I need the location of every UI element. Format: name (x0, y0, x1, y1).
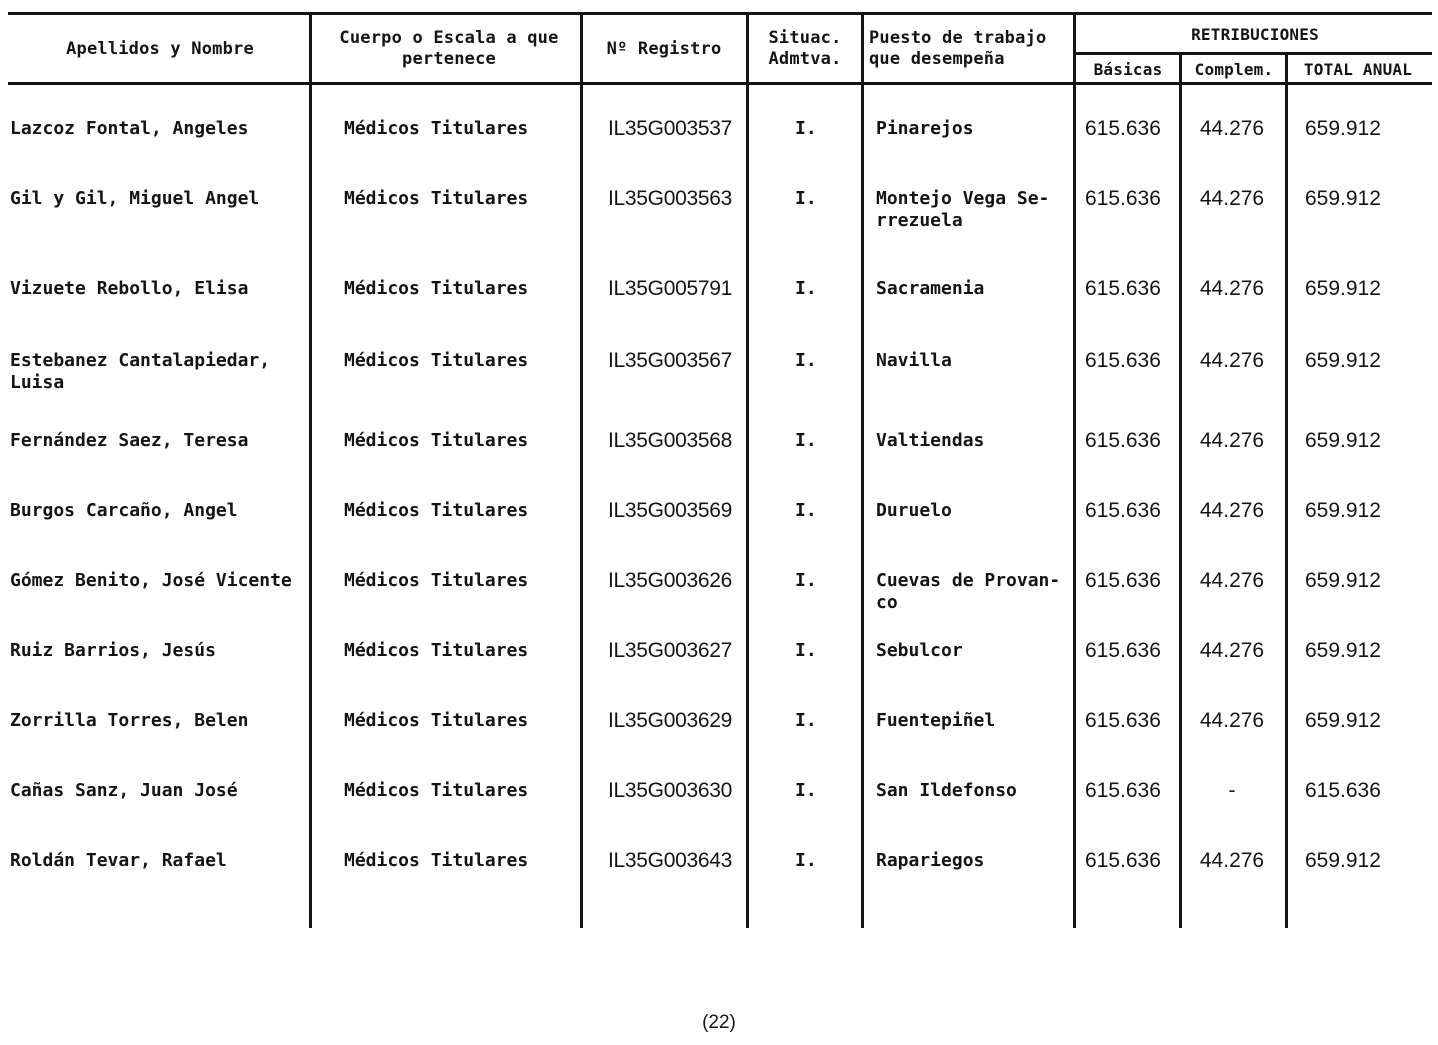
table-row (0, 188, 1438, 248)
retribuciones-sub-rule (1075, 52, 1432, 55)
row-puesto: Sacramenia (876, 278, 985, 299)
header-basicas: Básicas (1093, 59, 1163, 79)
row-registro: IL35G003626 (608, 569, 732, 592)
row-complem: 44.276 (1199, 849, 1265, 872)
row-complem: 44.276 (1199, 277, 1265, 300)
row-complem: 44.276 (1199, 639, 1265, 662)
row-situac: I. (795, 780, 817, 801)
row-registro: IL35G003567 (608, 349, 732, 372)
row-cuerpo: Médicos Titulares (344, 780, 529, 801)
row-cuerpo: Médicos Titulares (344, 278, 529, 299)
row-complem: 44.276 (1199, 499, 1265, 522)
row-basicas: 615.636 (1085, 429, 1161, 452)
row-cuerpo: Médicos Titulares (344, 710, 529, 731)
row-situac: I. (795, 850, 817, 871)
row-puesto: San Ildefonso (876, 780, 1017, 801)
row-complem: - (1228, 779, 1236, 802)
row-name: Lazcoz Fontal, Angeles (10, 118, 249, 139)
row-puesto: Montejo Vega Se-rrezuela (876, 188, 1050, 231)
row-puesto: Cuevas de Provan-co (876, 570, 1061, 613)
row-puesto: Sebulcor (876, 640, 963, 661)
table-row (0, 500, 1438, 560)
row-cuerpo: Médicos Titulares (344, 500, 529, 521)
row-total: 659.912 (1305, 117, 1381, 140)
row-puesto: Navilla (876, 350, 952, 371)
row-situac: I. (795, 188, 817, 209)
row-complem: 44.276 (1199, 187, 1265, 210)
table-row (0, 350, 1438, 410)
row-registro: IL35G003568 (608, 429, 732, 452)
row-basicas: 615.636 (1085, 499, 1161, 522)
row-name: Gil y Gil, Miguel Angel (10, 188, 260, 209)
row-situac: I. (795, 118, 817, 139)
row-cuerpo: Médicos Titulares (344, 188, 529, 209)
row-name: Estebanez Cantalapiedar, Luisa (10, 350, 271, 393)
row-total: 659.912 (1305, 277, 1381, 300)
row-total: 659.912 (1305, 499, 1381, 522)
row-total: 659.912 (1305, 709, 1381, 732)
table-row (0, 570, 1438, 630)
table-row (0, 850, 1438, 910)
row-registro: IL35G003537 (608, 117, 732, 140)
row-situac: I. (795, 500, 817, 521)
table-row (0, 780, 1438, 840)
row-registro: IL35G003627 (608, 639, 732, 662)
row-situac: I. (795, 278, 817, 299)
row-registro: IL35G003629 (608, 709, 732, 732)
row-situac: I. (795, 710, 817, 731)
row-total: 659.912 (1305, 639, 1381, 662)
row-total: 659.912 (1305, 349, 1381, 372)
row-cuerpo: Médicos Titulares (344, 850, 529, 871)
row-basicas: 615.636 (1085, 569, 1161, 592)
table-top-rule (8, 12, 1432, 15)
header-apellidos: Apellidos y Nombre (66, 38, 254, 59)
row-total: 659.912 (1305, 429, 1381, 452)
row-name: Gómez Benito, José Vicente (10, 570, 292, 591)
row-basicas: 615.636 (1085, 709, 1161, 732)
header-puesto: Puesto de trabajo que desempeña (869, 28, 1047, 69)
row-cuerpo: Médicos Titulares (344, 570, 529, 591)
row-complem: 44.276 (1199, 349, 1265, 372)
row-registro: IL35G003630 (608, 779, 732, 802)
row-basicas: 615.636 (1085, 639, 1161, 662)
row-cuerpo: Médicos Titulares (344, 430, 529, 451)
table-row (0, 710, 1438, 770)
row-cuerpo: Médicos Titulares (344, 640, 529, 661)
table-row (0, 640, 1438, 700)
table-row (0, 278, 1438, 338)
row-name: Cañas Sanz, Juan José (10, 780, 238, 801)
page-number: (22) (702, 1012, 736, 1033)
row-registro: IL35G005791 (608, 277, 732, 300)
row-puesto: Pinarejos (876, 118, 974, 139)
row-name: Ruiz Barrios, Jesús (10, 640, 216, 661)
row-puesto: Rapariegos (876, 850, 985, 871)
row-complem: 44.276 (1199, 117, 1265, 140)
row-name: Vizuete Rebollo, Elisa (10, 278, 249, 299)
row-name: Fernández Saez, Teresa (10, 430, 249, 451)
header-bottom-rule (8, 82, 1432, 85)
row-total: 659.912 (1305, 187, 1381, 210)
row-basicas: 615.636 (1085, 779, 1161, 802)
row-situac: I. (795, 640, 817, 661)
row-situac: I. (795, 570, 817, 591)
row-registro: IL35G003643 (608, 849, 732, 872)
row-complem: 44.276 (1199, 429, 1265, 452)
table-row (0, 430, 1438, 490)
row-basicas: 615.636 (1085, 117, 1161, 140)
row-total: 615.636 (1305, 779, 1381, 802)
table-row (0, 118, 1438, 178)
row-cuerpo: Médicos Titulares (344, 350, 529, 371)
row-basicas: 615.636 (1085, 849, 1161, 872)
row-puesto: Duruelo (876, 500, 952, 521)
row-situac: I. (795, 430, 817, 451)
row-puesto: Valtiendas (876, 430, 985, 451)
header-total: TOTAL ANUAL (1303, 59, 1413, 79)
row-basicas: 615.636 (1085, 277, 1161, 300)
header-situac: Situac. Admtva. (768, 28, 842, 69)
row-basicas: 615.636 (1085, 349, 1161, 372)
row-total: 659.912 (1305, 849, 1381, 872)
row-situac: I. (795, 350, 817, 371)
row-name: Burgos Carcaño, Angel (10, 500, 238, 521)
header-complem: Complem. (1194, 59, 1274, 79)
header-cuerpo: Cuerpo o Escala a que pertenece (339, 28, 559, 69)
row-registro: IL35G003569 (608, 499, 732, 522)
row-basicas: 615.636 (1085, 187, 1161, 210)
row-total: 659.912 (1305, 569, 1381, 592)
row-puesto: Fuentepiñel (876, 710, 996, 731)
header-retribuciones: RETRIBUCIONES (1191, 24, 1319, 44)
row-registro: IL35G003563 (608, 187, 732, 210)
row-complem: 44.276 (1199, 709, 1265, 732)
row-cuerpo: Médicos Titulares (344, 118, 529, 139)
row-name: Roldán Tevar, Rafael (10, 850, 227, 871)
row-name: Zorrilla Torres, Belen (10, 710, 249, 731)
row-complem: 44.276 (1199, 569, 1265, 592)
header-registro: Nº Registro (606, 38, 722, 59)
